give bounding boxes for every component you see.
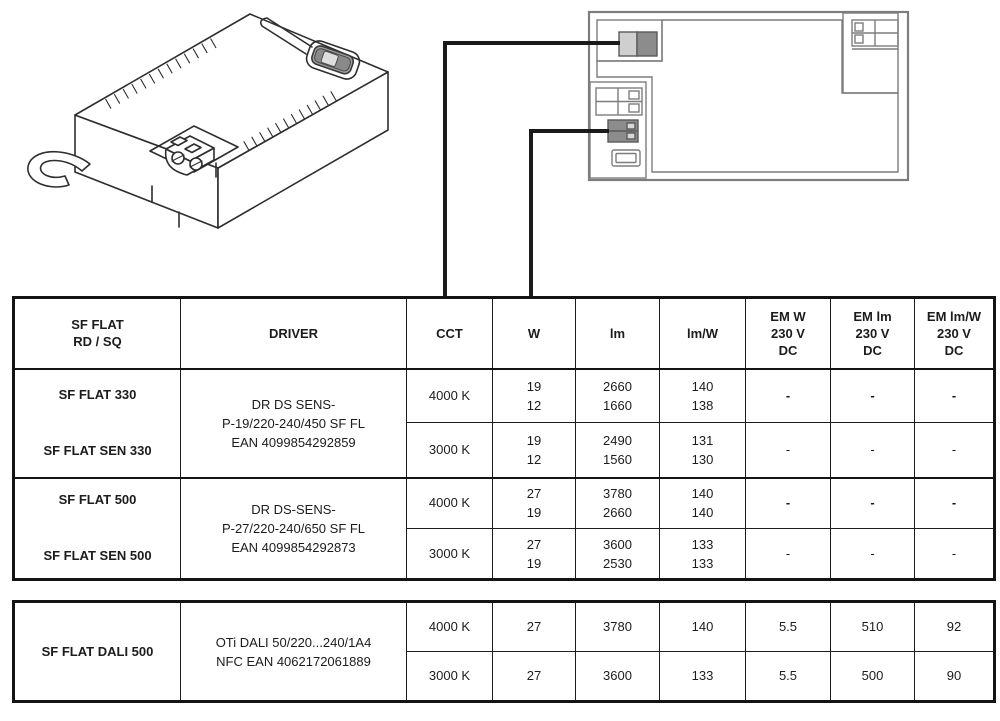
value: 140 <box>691 486 714 502</box>
value: 3780 <box>603 486 632 502</box>
value: 130 <box>691 451 714 467</box>
lm-cell <box>576 478 660 529</box>
cct-cell: 4000 K <box>407 478 493 529</box>
em-w-cell: - <box>746 478 831 529</box>
cct-cell: 3000 K <box>407 652 493 702</box>
value: 27 <box>526 486 542 502</box>
value: 19 <box>526 505 542 521</box>
lm-per-w-cell <box>660 423 746 478</box>
em-w-cell: - <box>746 369 831 423</box>
em-lm-cell: - <box>831 529 915 580</box>
col-header-lm: lm <box>576 298 660 369</box>
driver-isometric-drawing <box>28 14 388 228</box>
lm-per-w-cell: 140 <box>660 602 746 652</box>
em-lm-per-w-cell: - <box>915 369 995 423</box>
em-lm-per-w-cell: 90 <box>915 652 995 702</box>
driver-line: DR DS SENS- <box>251 396 336 412</box>
driver-line: OTi DALI 50/220...240/1A4 <box>215 634 372 650</box>
header-line: EM W <box>770 308 806 324</box>
em-w-cell: 5.5 <box>746 602 831 652</box>
value: 3600 <box>603 536 632 552</box>
value: 131 <box>691 432 714 448</box>
value: 133 <box>691 555 714 571</box>
w-cell <box>493 423 576 478</box>
col-header-w: W <box>493 298 576 369</box>
table-row <box>14 478 995 529</box>
table-row <box>14 369 995 423</box>
model-name: SF FLAT SEN 500 <box>43 548 152 564</box>
lm-cell <box>576 369 660 423</box>
lm-per-w-cell <box>660 529 746 580</box>
driver-line: EAN 4099854292873 <box>231 539 356 555</box>
col-header-em-lm <box>831 298 915 369</box>
value: 140 <box>691 378 714 394</box>
model-cell <box>14 369 181 478</box>
driver-line: EAN 4099854292859 <box>231 434 356 450</box>
model-cell <box>14 478 181 580</box>
value: 19 <box>526 378 542 394</box>
model-name: SF FLAT DALI 500 <box>41 643 154 659</box>
em-w-cell: 5.5 <box>746 652 831 702</box>
lm-cell <box>576 529 660 580</box>
value: 27 <box>526 536 542 552</box>
col-header-cct: CCT <box>407 298 493 369</box>
value: 138 <box>691 397 714 413</box>
em-lm-per-w-cell: - <box>915 423 995 478</box>
header-line: 230 V <box>771 325 805 341</box>
header-line: DC <box>778 342 798 358</box>
em-lm-per-w-cell: 92 <box>915 602 995 652</box>
w-cell: 27 <box>493 602 576 652</box>
luminaire-rear-view-drawing <box>589 12 908 180</box>
header-line: EM lm/W <box>926 308 982 324</box>
lm-per-w-cell <box>660 369 746 423</box>
value: 12 <box>526 451 542 467</box>
em-lm-per-w-cell: - <box>915 478 995 529</box>
w-cell: 27 <box>493 652 576 702</box>
col-header-lm-per-w: lm/W <box>660 298 746 369</box>
header-line: SF FLAT <box>71 317 124 333</box>
model-cell <box>14 602 181 702</box>
w-cell <box>493 369 576 423</box>
cct-cell: 3000 K <box>407 423 493 478</box>
lm-per-w-cell <box>660 478 746 529</box>
model-name: SF FLAT 330 <box>58 387 137 402</box>
lm-per-w-cell: 133 <box>660 652 746 702</box>
top-graphics <box>0 0 1000 300</box>
col-header-em-lm-per-w <box>915 298 995 369</box>
driver-cell <box>181 369 407 478</box>
value: 1660 <box>603 397 632 413</box>
em-lm-cell: - <box>831 369 915 423</box>
col-header-model <box>14 298 181 369</box>
value: 1560 <box>603 451 632 467</box>
em-lm-per-w-cell: - <box>915 529 995 580</box>
driver-cell <box>181 478 407 580</box>
header-line: 230 V <box>937 325 971 341</box>
em-lm-cell: 500 <box>831 652 915 702</box>
nfc-connector <box>619 32 657 56</box>
em-lm-cell: - <box>831 423 915 478</box>
cct-cell: 4000 K <box>407 602 493 652</box>
header-line: DC <box>863 342 882 358</box>
lm-cell <box>576 423 660 478</box>
value: 2660 <box>603 505 632 521</box>
model-name: SF FLAT SEN 330 <box>43 443 152 458</box>
spec-table-sf-flat-dali <box>12 600 996 703</box>
lm-cell: 3780 <box>576 602 660 652</box>
table-row <box>14 602 995 652</box>
cct-cell: 3000 K <box>407 529 493 580</box>
driver-line: DR DS-SENS- <box>251 501 336 517</box>
driver-cell <box>181 602 407 702</box>
em-lm-cell: - <box>831 478 915 529</box>
header-line: RD / SQ <box>73 334 122 350</box>
value: 2530 <box>603 555 632 571</box>
em-lm-cell: 510 <box>831 602 915 652</box>
header-line: EM lm <box>853 308 892 324</box>
value: 2490 <box>603 432 632 448</box>
w-cell <box>493 478 576 529</box>
value: 12 <box>526 397 542 413</box>
w-cell <box>493 529 576 580</box>
value: 19 <box>526 432 542 448</box>
driver-line: P-27/220-240/650 SF FL <box>221 520 366 536</box>
header-row <box>14 298 995 369</box>
spec-table-sf-flat <box>12 296 996 581</box>
header-line: DC <box>944 342 964 358</box>
model-name: SF FLAT 500 <box>58 492 137 508</box>
sensor-connector-block <box>608 120 638 142</box>
value: 2660 <box>603 378 632 394</box>
col-header-driver: DRIVER <box>181 298 407 369</box>
driver-line: P-19/220-240/450 SF FL <box>221 415 366 431</box>
em-w-cell: - <box>746 423 831 478</box>
em-w-cell: - <box>746 529 831 580</box>
header-line: 230 V <box>855 325 890 341</box>
lm-cell: 3600 <box>576 652 660 702</box>
driver-line: NFC EAN 4062172061889 <box>216 653 371 669</box>
cct-cell: 4000 K <box>407 369 493 423</box>
value: 140 <box>691 505 714 521</box>
col-header-em-w <box>746 298 831 369</box>
value: 133 <box>691 536 714 552</box>
value: 19 <box>526 555 542 571</box>
